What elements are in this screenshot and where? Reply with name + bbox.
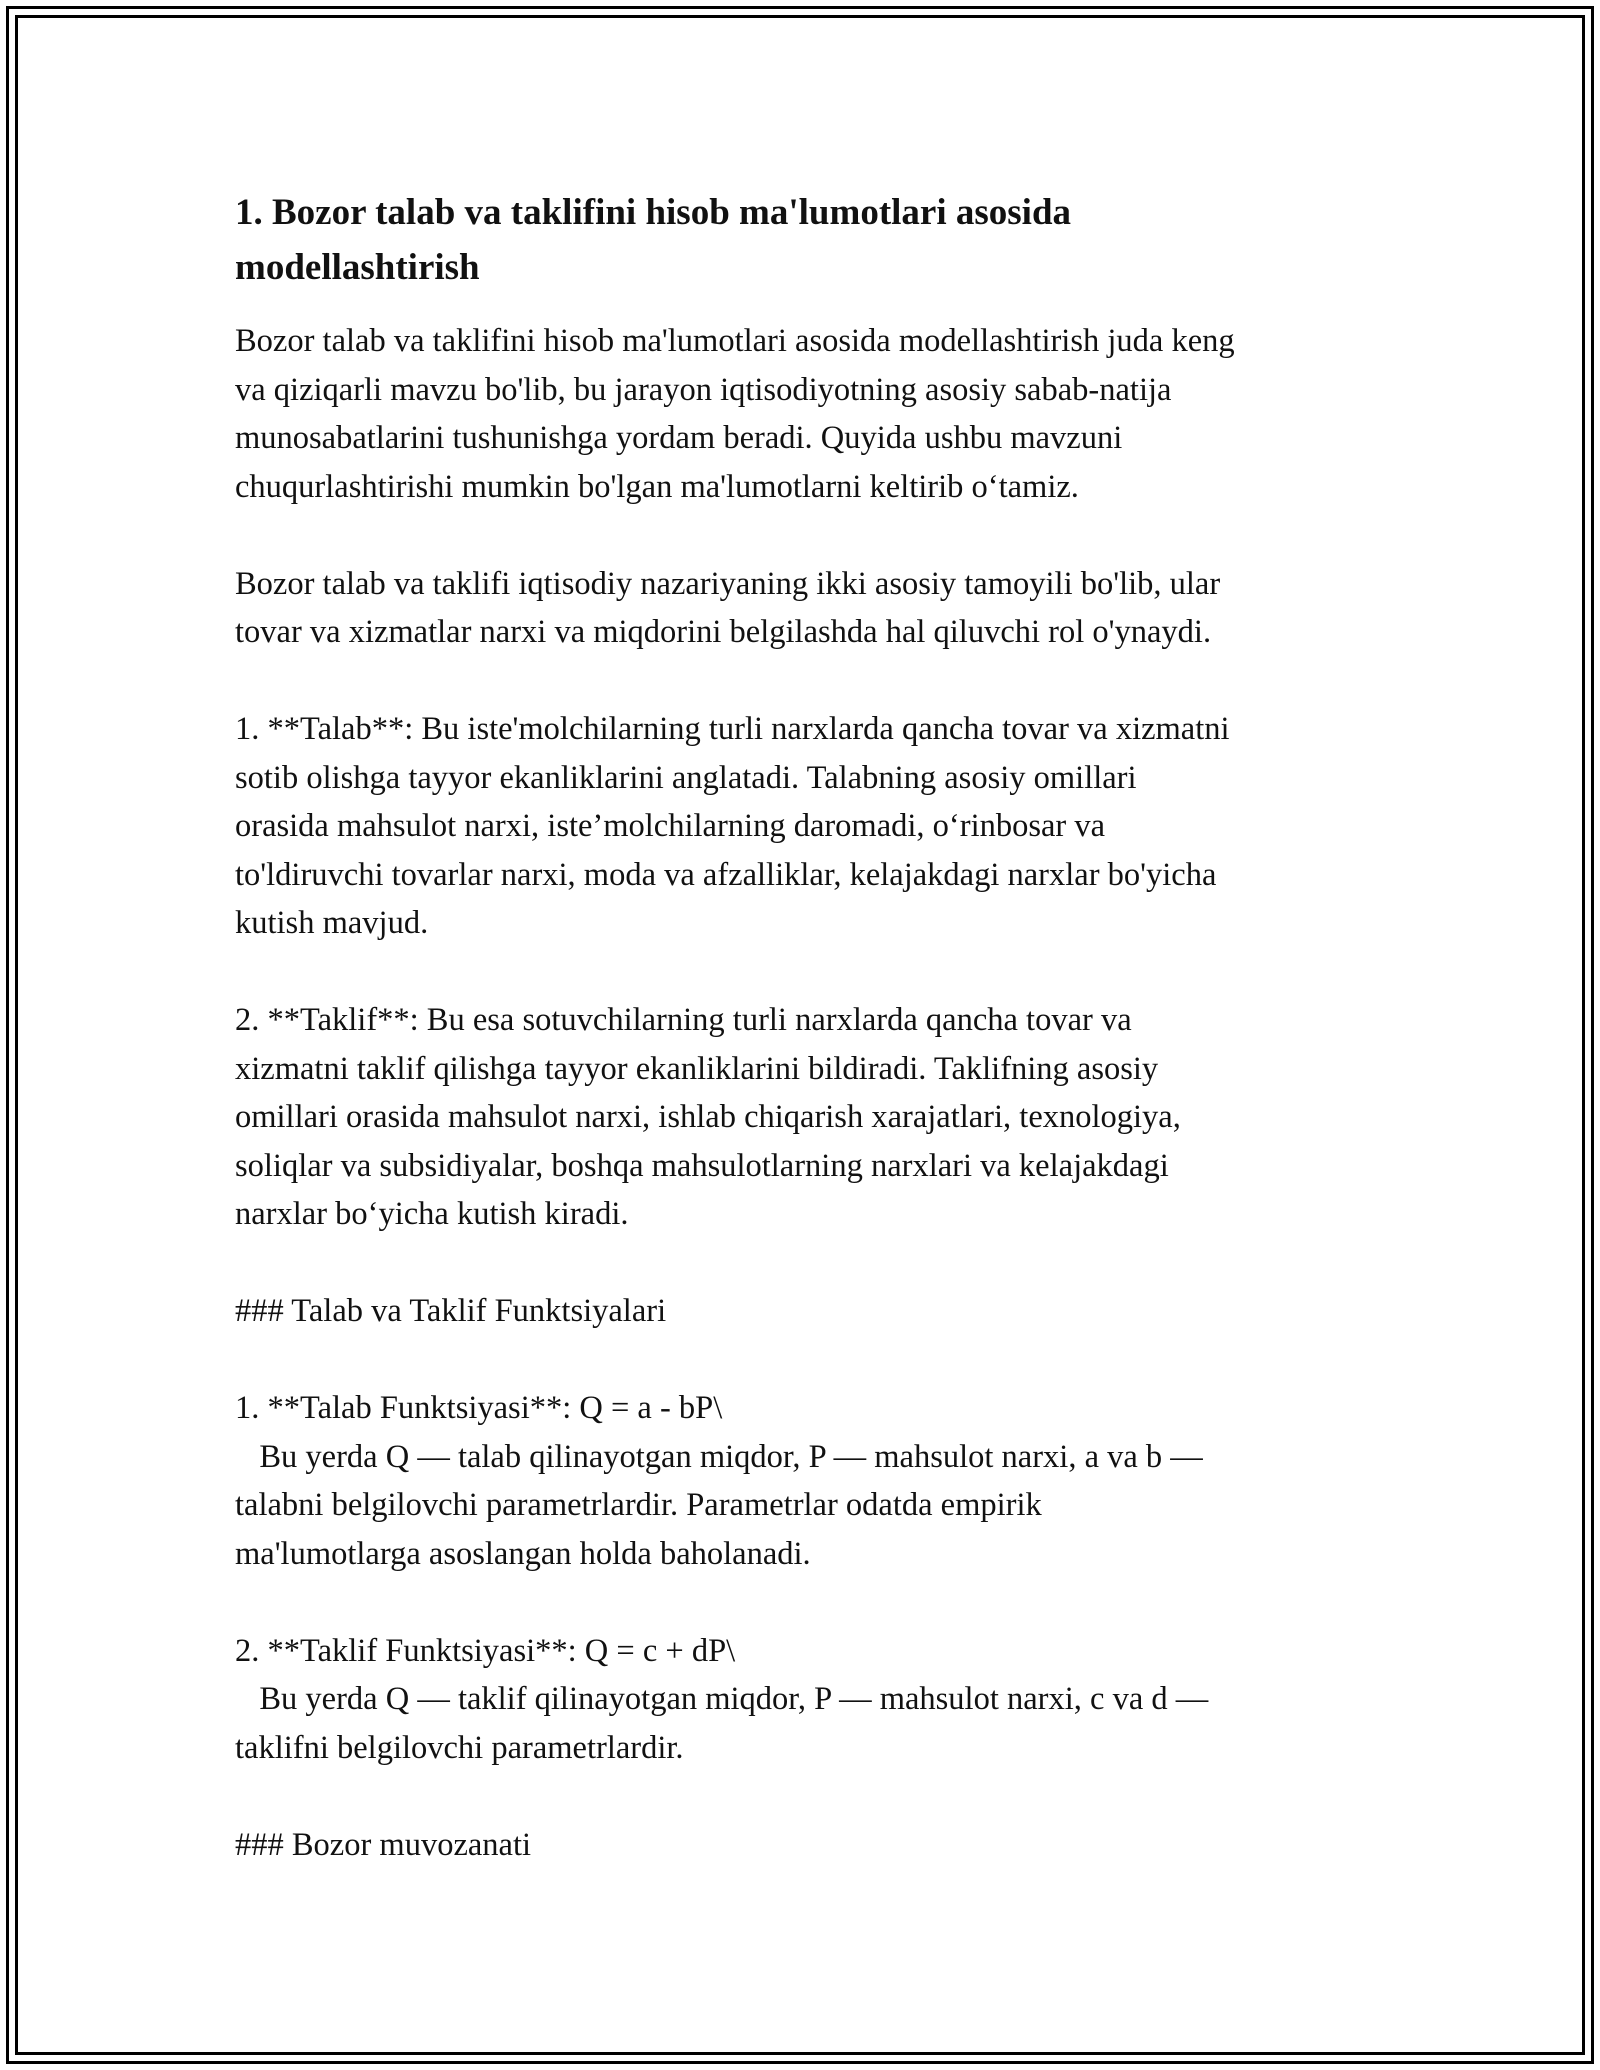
text-line: omillari orasida mahsulot narxi, ishlab chiqarish xarajatlari, texnologiya, <box>235 1099 1181 1135</box>
title-line: 1. Bozor talab va taklifini hisob ma'lumotlari asosida <box>235 192 1072 233</box>
text-line: sotib olishga tayyor ekanliklarini anglatadi. Talabning asosiy omillari <box>235 759 1137 796</box>
text-line: va qiziqarli mavzu bo'lib, bu jarayon iqtisodiyotning asosiy sabab-natija <box>235 371 1172 408</box>
text-line: tovar va xizmatlar narxi va miqdorini belgilashda hal qiluvchi rol o'ynaydi. <box>235 614 1212 650</box>
text-line: ### Talab va Taklif Funktsiyalari <box>235 1293 667 1329</box>
title-line: modellashtirish <box>235 247 480 288</box>
intro-paragraph <box>235 317 1385 511</box>
text-line: ### Bozor muvozanati <box>235 1826 532 1863</box>
text-line: narxlar bo‘yicha kutish kiradi. <box>235 1196 629 1232</box>
document-body <box>235 185 1385 1918</box>
text-line: taklifni belgilovchi parametrlardir. <box>235 1729 684 1766</box>
overview-paragraph <box>235 560 1385 657</box>
document-title <box>235 185 1385 295</box>
text-line: kutish mavjud. <box>235 905 429 941</box>
text-line: Bozor talab va taklifi iqtisodiy nazariyaning ikki asosiy tamoyili bo'lib, ular <box>235 565 1221 602</box>
text-line: xizmatni taklif qilishga tayyor ekanliklarini bildiradi. Taklifning asosiy <box>235 1050 1159 1087</box>
text-line: ma'lumotlarga asoslangan holda baholanadi. <box>235 1535 811 1572</box>
text-line: chuqurlashtirishi mumkin bo'lgan ma'lumotlarni keltirib o‘tamiz. <box>235 468 1079 505</box>
demand-paragraph <box>235 705 1385 948</box>
text-line: Bu yerda Q — taklif qilinayotgan miqdor, P — mahsulot narxi, c va d — <box>235 1681 1209 1717</box>
equilibrium-subheading <box>235 1821 1385 1870</box>
text-line: 2. **Taklif Funktsiyasi**: Q = c + dP\ <box>235 1632 736 1669</box>
text-line: Bozor talab va taklifini hisob ma'lumotlari asosida modellashtirish juda keng <box>235 323 1235 359</box>
text-line: 1. **Talab Funktsiyasi**: Q = a - bP\ <box>235 1390 723 1426</box>
text-line: talabni belgilovchi parametrlardir. Parametrlar odatda empirik <box>235 1487 1042 1523</box>
text-line: orasida mahsulot narxi, iste’molchilarning daromadi, o‘rinbosar va <box>235 808 1106 844</box>
supply-function-paragraph <box>235 1627 1385 1773</box>
text-line: to'ldiruvchi tovarlar narxi, moda va afzalliklar, kelajakdagi narxlar bo'yicha <box>235 856 1217 893</box>
text-line: 1. **Talab**: Bu iste'molchilarning turli narxlarda qancha tovar va xizmatni <box>235 711 1230 747</box>
demand-function-paragraph <box>235 1384 1385 1578</box>
supply-paragraph <box>235 996 1385 1239</box>
text-line: Bu yerda Q — talab qilinayotgan miqdor, P — mahsulot narxi, a va b — <box>235 1438 1203 1475</box>
functions-subheading <box>235 1287 1385 1336</box>
text-line: munosabatlarini tushunishga yordam beradi. Quyida ushbu mavzuni <box>235 420 1123 456</box>
text-line: 2. **Taklif**: Bu esa sotuvchilarning turli narxlarda qancha tovar va <box>235 1002 1132 1038</box>
text-line: soliqlar va subsidiyalar, boshqa mahsulotlarning narxlari va kelajakdagi <box>235 1147 1169 1184</box>
